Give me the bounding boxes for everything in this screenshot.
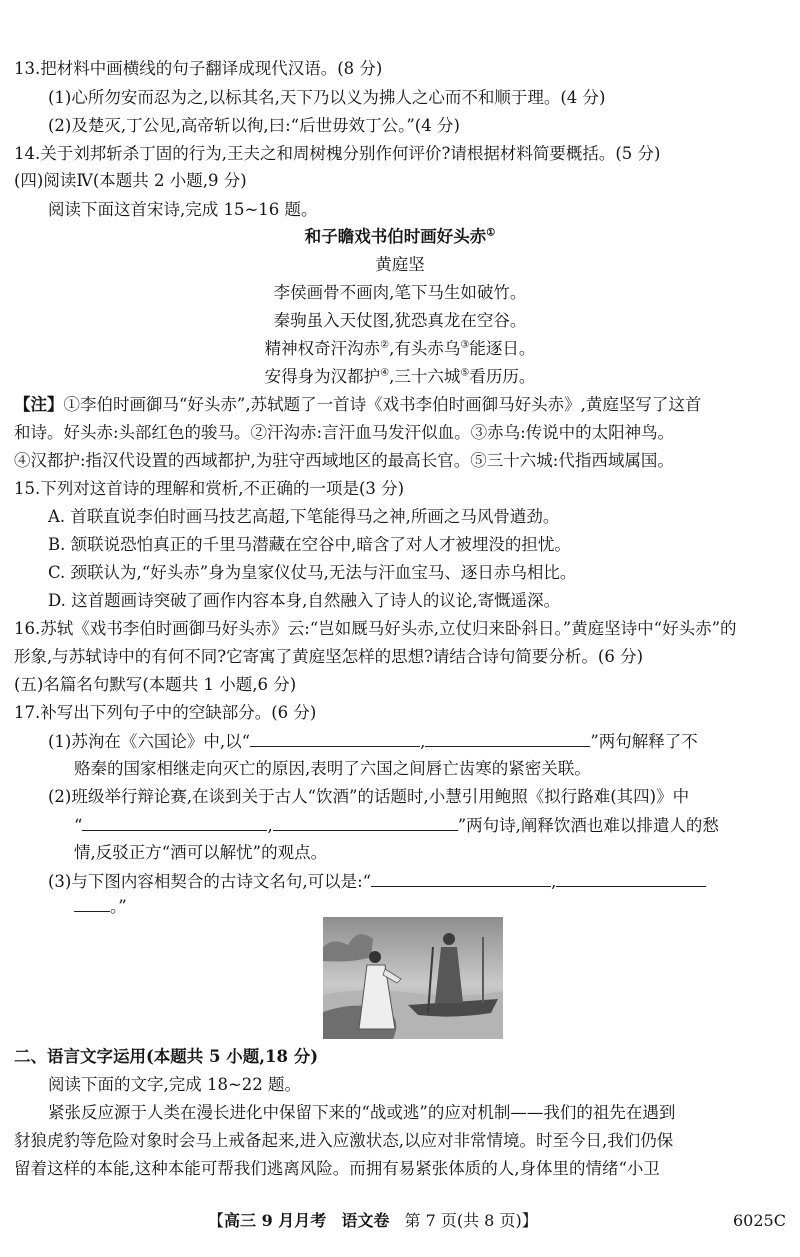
q13-sub2: (2)及楚灭,丁公见,高帝斩以徇,曰:“后世毋效丁公。”(4 分) [48, 116, 460, 135]
poem-title-note-mark: ① [486, 227, 496, 239]
q16-line-2: 形象,与苏轼诗中的有何不同?它寄寓了黄庭坚怎样的思想?请结合诗句简要分析。(6 分) [14, 647, 644, 666]
q17-part1-line1 [48, 730, 698, 753]
q17-text: , [551, 872, 557, 891]
q14-stem: 14.关于刘邦斩杀丁固的行为,王夫之和周树槐分别作何评价?请根据材料简要概括。(5 分) [14, 144, 661, 163]
section4-intro: 阅读下面这首宋诗,完成 15~16 题。 [48, 200, 318, 219]
poem-title [0, 226, 800, 248]
q15-option-b: B. 颔联说恐怕真正的千里马潜藏在空谷中,暗含了对人才被埋没的担忧。 [48, 535, 571, 554]
q15-option-d: D. 这首题画诗突破了画作内容本身,自然融入了诗人的议论,寄慨遥深。 [48, 591, 561, 610]
answer-blank[interactable] [273, 814, 458, 831]
q13-sub1: (1)心所勿安而忍为之,以标其名,天下乃以义为拂人之心而不和顺于理。(4 分) [48, 88, 606, 107]
poem-illustration [323, 917, 503, 1039]
q17-part3-line2 [74, 895, 127, 918]
answer-blank[interactable] [250, 730, 420, 747]
q17-text: ”两句诗,阐释饮酒也难以排遣人的愁 [457, 816, 719, 835]
footer-bracket: 【 [208, 1211, 225, 1230]
poem-line-2: 秦驹虽入天仗图,犹恐真龙在空谷。 [273, 311, 527, 330]
q17-part2-line2 [74, 814, 719, 837]
note-line-3: ④汉都护:指汉代设置的西域都护,为驻守西域地区的最高长官。⑤三十六城:代指西域属国。 [14, 451, 674, 470]
footer-exam: 高三 9 月月考 [224, 1211, 327, 1230]
note-mark: ⑤ [460, 367, 470, 379]
footer-subject: 语文卷 [341, 1211, 390, 1230]
note-mark: ③ [460, 339, 470, 351]
q17-text: ”两句解释了不 [590, 732, 698, 751]
answer-blank[interactable] [371, 870, 551, 887]
poem-line-3-part: ,有头赤乌 [389, 339, 461, 358]
note-mark: ④ [380, 367, 390, 379]
note-mark: ② [380, 339, 390, 351]
q17-stem: 17.补写出下列句子中的空缺部分。(6 分) [14, 703, 317, 722]
poem-line-3-part: 能逐日。 [469, 339, 536, 358]
poem-line-1: 李侯画骨不画肉,笔下马生如破竹。 [273, 283, 527, 302]
note-line-2: 和诗。好头赤:头部红色的骏马。②汗沟赤:言汗血马发汗似血。③赤乌:传说中的太阳神鸟。 [14, 423, 675, 442]
q17-part1-line2: 赂秦的国家相继走向灭亡的原因,表明了六国之间唇亡齿寒的紧密关联。 [74, 759, 591, 778]
q17-text: , [267, 816, 273, 835]
q15-option-a: A. 首联直说李伯时画马技艺高超,下笔能得马之神,所画之马风骨遒劲。 [48, 507, 560, 526]
poem-line-4-part: 安得身为汉都护 [264, 367, 381, 386]
poem-line-3-part: 精神权奇汗沟赤 [264, 339, 381, 358]
answer-blank[interactable] [556, 870, 706, 887]
section5-heading: (五)名篇名句默写(本题共 1 小题,6 分) [14, 675, 297, 694]
q16-line-1: 16.苏轼《戏书李伯时画御马好头赤》云:“岂如厩马好头赤,立仗归来卧斜日。”黄庭坚诗中“好头赤”的 [14, 619, 737, 638]
note-text: ①李伯时画御马“好头赤”,苏轼题了一首诗《戏书李伯时画御马好头赤》,黄庭坚写了这首 [63, 395, 702, 414]
passage-line-2: 豺狼虎豹等危险对象时会马上戒备起来,进入应激状态,以应对非常情境。时至今日,我们仍保 [14, 1131, 674, 1150]
note-label: 【注】 [14, 395, 64, 414]
q17-part2-line1: (2)班级举行辩论赛,在谈到关于古人“饮酒”的话题时,小慧引用鲍照《拟行路难(其四)》中 [48, 787, 690, 806]
q17-part3-line1 [48, 870, 706, 893]
note-line-1 [14, 394, 701, 416]
poem-author: 黄庭坚 [375, 255, 425, 274]
q15-stem: 15.下列对这首诗的理解和赏析,不正确的一项是(3 分) [14, 479, 405, 498]
answer-blank[interactable] [82, 814, 267, 831]
q15-option-c: C. 颈联认为,“好头赤”身为皇家仪仗马,无法与汗血宝马、逐日赤乌相比。 [48, 563, 577, 582]
passage-line-1: 紧张反应源于人类在漫长进化中保留下来的“战或逃”的应对机制——我们的祖先在遇到 [48, 1103, 676, 1122]
q17-part2-line3: 情,反驳正方“酒可以解忧”的观点。 [74, 843, 328, 862]
poem-title-text: 和子瞻戏书伯时画好头赤 [304, 227, 487, 246]
q13-stem: 13.把材料中画横线的句子翻译成现代汉语。(8 分) [14, 59, 383, 78]
passage-line-3: 留着这样的本能,这种本能可帮我们逃离风险。而拥有易紧张体质的人,身体里的情绪“小卫 [14, 1159, 660, 1178]
q17-text: (1)苏洵在《六国论》中,以“ [48, 732, 251, 751]
answer-blank[interactable] [425, 730, 590, 747]
q17-text: “ [74, 816, 83, 835]
figure-head [443, 933, 455, 945]
section4-heading: (四)阅读Ⅳ(本题共 2 小题,9 分) [14, 171, 247, 190]
q17-text: 。” [110, 897, 127, 916]
q17-text: , [420, 732, 426, 751]
poem-line-4-part: ,三十六城 [389, 367, 461, 386]
poem-line-4 [0, 366, 800, 388]
footer-code: 6025C [733, 1211, 786, 1230]
poem-line-4-part: 看历历。 [469, 367, 536, 386]
part2-intro: 阅读下面的文字,完成 18~22 题。 [48, 1075, 302, 1094]
footer-bracket: 】 [521, 1211, 538, 1230]
figure-head [369, 951, 381, 963]
footer-page-number: 第 7 页(共 8 页) [404, 1211, 522, 1230]
part2-heading: 二、语言文字运用(本题共 5 小题,18 分) [14, 1047, 319, 1066]
answer-blank[interactable] [74, 895, 110, 912]
q17-text: (3)与下图内容相契合的古诗文名句,可以是:“ [48, 872, 372, 891]
page-footer [208, 1210, 538, 1232]
poem-line-3 [0, 338, 800, 360]
